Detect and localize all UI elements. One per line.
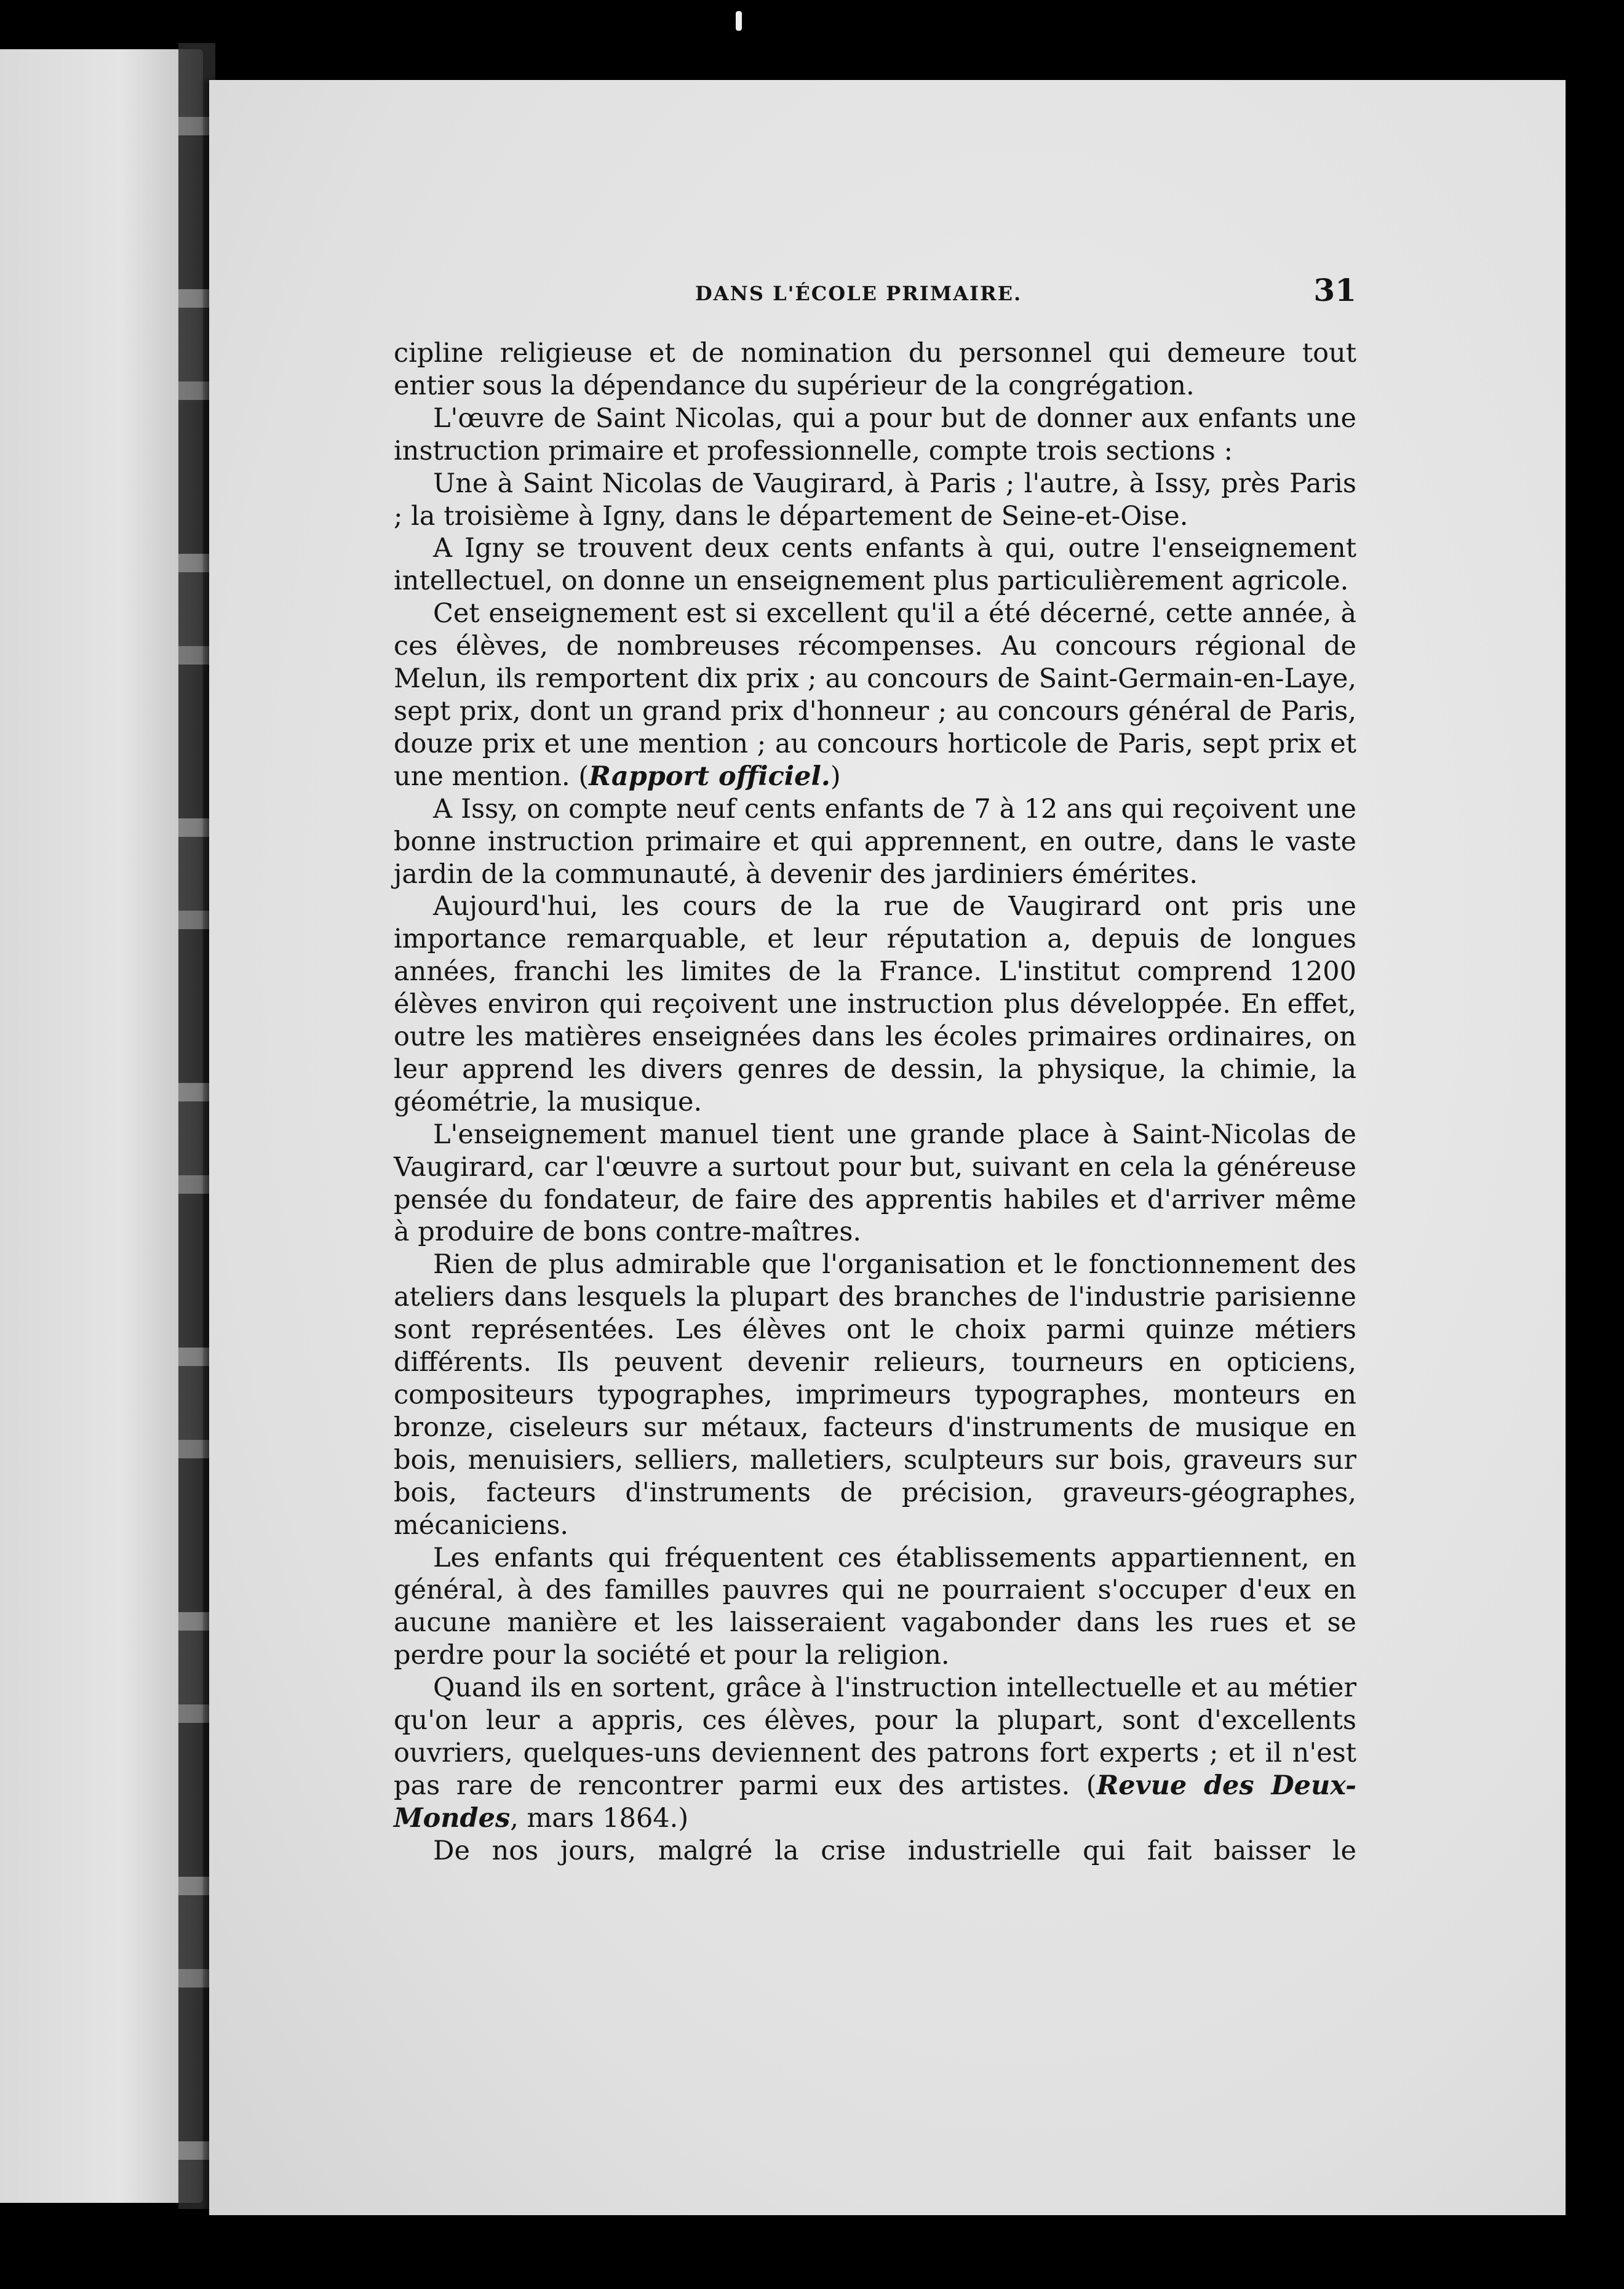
paragraph: A Igny se trouvent deux cents enfants à qui, outre l'enseignement intellectuel, on donne un enseignement plus particulièrement agricole. [394, 533, 1356, 597]
paragraph: cipline religieuse et de nomination du personnel qui demeure tout entier sous la dépendance du supérieur de la congrégation. [394, 338, 1356, 401]
running-title: DANS L'ÉCOLE PRIMAIRE. [695, 282, 1022, 305]
paragraph: Aujourd'hui, les cours de la rue de Vaugirard ont pris une importance remarquable, et leur réputation a, depuis de longues années, franchi les limites de la France. L'institut comprend 1200 élèves environ qui reçoivent une instruction plus développée. En effet, outre les matières enseignées dans les écoles primaires ordinaires, on leur apprend les divers genres de dessin, la physique, la chimie, la géométrie, la musique. [394, 891, 1356, 1117]
citation-rapport: Rapport officiel. [589, 761, 830, 792]
page-number: 31 [1313, 272, 1356, 308]
paragraph-text: Cet enseignement est si excellent qu'il a été décerné, cette année, à ces élèves, de nombreuses récompenses. Au concours régional de Melun, ils remportent dix prix ; au concours de Saint-Germain-en-Laye, sept prix, dont un grand prix d'honneur ; au concours général de Paris, douze prix et une mention ; au concours horticole de Paris, sept prix et une mention. ( [394, 598, 1356, 792]
paragraph-text: Quand ils en sortent, grâce à l'instruction intellectuelle et au métier qu'on leur a appris, ces élèves, pour la plupart, sont d'excellents ouvriers, quelques-uns deviennent des patrons fort experts ; et il n'est pas rare de rencontrer parmi eux des artistes. ( [394, 1672, 1356, 1801]
citation-revue: Revue des Deux-Mondes [394, 1770, 1356, 1834]
scan-mark [736, 11, 742, 31]
page-header [695, 272, 1356, 309]
paragraph: L'enseignement manuel tient une grande place à Saint-Nicolas de Vaugirard, car l'œuvre a surtout pour but, suivant en cela la généreuse pensée du fondateur, de faire des apprentis habiles et d'arriver même à produire de bons contre-maîtres. [394, 1119, 1356, 1248]
citation-tail: , mars 1864.) [510, 1802, 689, 1834]
body-text [394, 337, 1356, 1868]
paragraph: A Issy, on compte neuf cents enfants de 7 à 12 ans qui reçoivent une bonne instruction primaire et qui apprennent, en outre, dans le vaste jardin de la communauté, à devenir des jardiniers émérites. [394, 793, 1356, 890]
citation-close: ) [830, 761, 841, 792]
left-page-edge [0, 49, 203, 2203]
paragraph [394, 1672, 1356, 1835]
paragraph: Une à Saint Nicolas de Vaugirard, à Paris ; l'autre, à Issy, près Paris ; la troisième à Igny, dans le département de Seine-et-Oise. [394, 468, 1356, 532]
paragraph: Rien de plus admirable que l'organisation et le fonctionnement des ateliers dans lesquels la plupart des branches de l'industrie parisienne sont représentées. Les élèves ont le choix parmi quinze métiers différents. Ils peuvent devenir relieurs, tourneurs en opticiens, compositeurs typographes, imprimeurs typographes, monteurs en bronze, ciseleurs sur métaux, facteurs d'instruments de musique en bois, menuisiers, selliers, malletiers, sculpteurs sur bois, graveurs sur bois, facteurs d'instruments de précision, graveurs-géographes, mécaniciens. [394, 1249, 1356, 1541]
paragraph [394, 597, 1356, 793]
paragraph: Les enfants qui fréquentent ces établissements appartiennent, en général, à des familles pauvres qui ne pourraient s'occuper d'eux en aucune manière et les laisseraient vagabonder dans les rues et se perdre pour la société et pour la religion. [394, 1542, 1356, 1671]
paragraph: L'œuvre de Saint Nicolas, qui a pour but de donner aux enfants une instruction primaire et professionnelle, compte trois sections : [394, 402, 1356, 466]
paragraph: De nos jours, malgré la crise industrielle qui fait baisser le [433, 1835, 1356, 1866]
